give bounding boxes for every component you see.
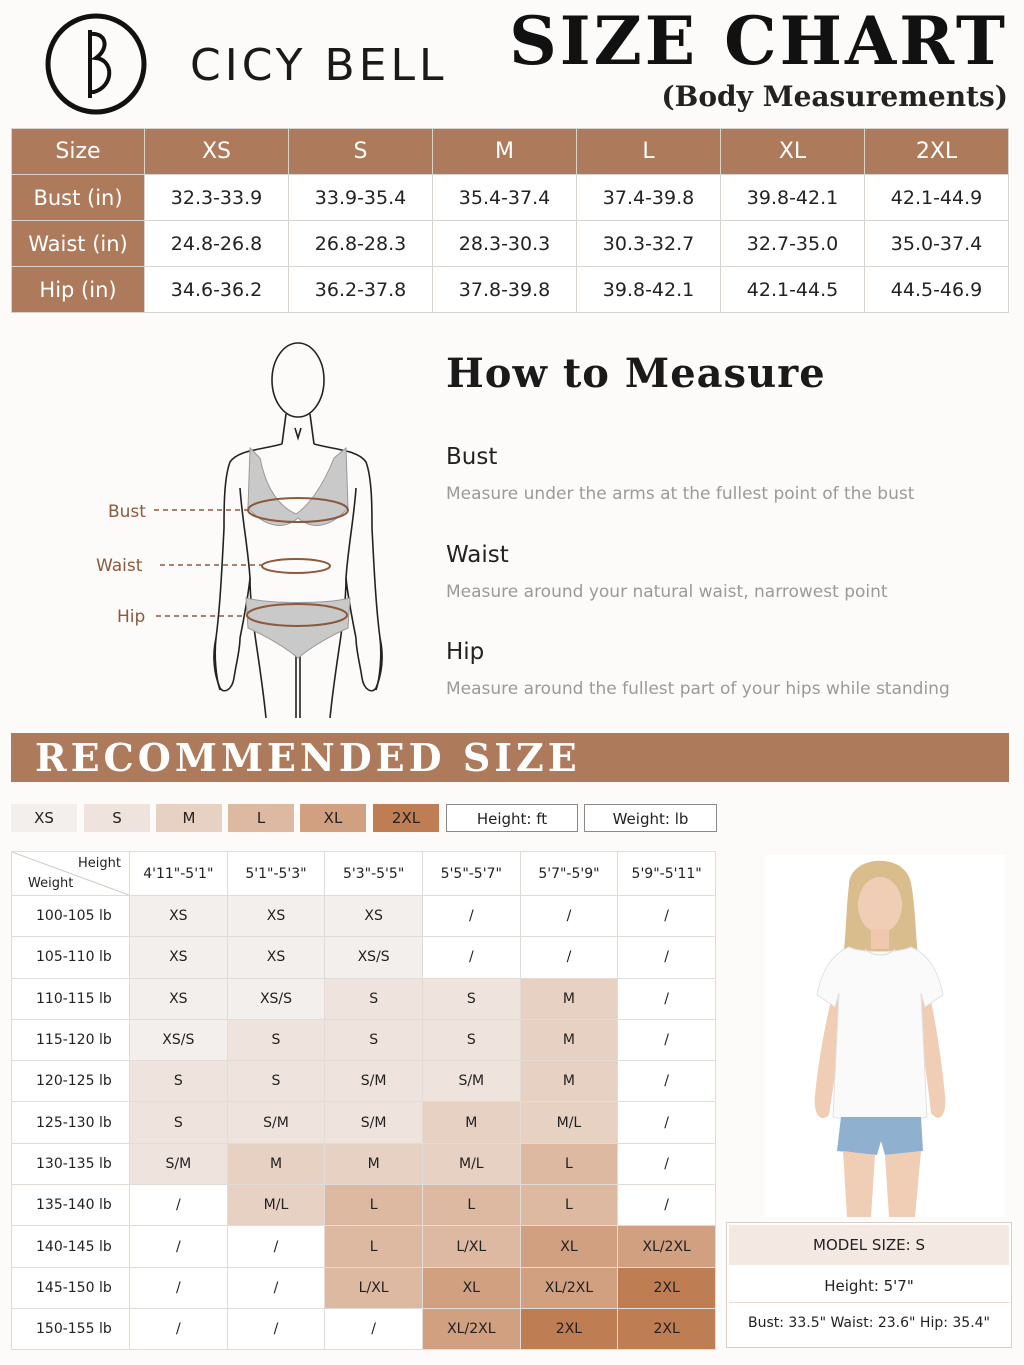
recommended-size-cell: L [520,1143,618,1184]
recommended-size-cell: XS/S [227,978,325,1019]
legend-xl: XL [300,804,366,832]
measurement-row-label: Bust (in) [12,175,145,221]
recommended-size-cell: M/L [422,1143,520,1184]
recommended-size-cell: S [422,1019,520,1060]
measure-hip-heading: Hip [446,639,485,665]
measurement-cell: 42.1-44.9 [865,175,1009,221]
weight-row [12,1143,716,1184]
height-col: 5'9"-5'11" [618,852,716,896]
size-header-2xl: 2XL [865,129,1009,175]
weight-row [12,1019,716,1060]
recommended-size-table [11,851,716,1350]
legend-2xl: 2XL [373,804,439,832]
recommended-size-cell: L/XL [422,1226,520,1267]
model-photo [765,855,1005,1217]
figure-waist-label: Waist [96,556,143,576]
size-header-xs: XS [145,129,289,175]
recommended-size-cell: XL [520,1226,618,1267]
measurement-cell: 35.0-37.4 [865,221,1009,267]
recommended-size-cell: / [618,1102,716,1143]
height-col: 4'11"-5'1" [130,852,228,896]
recommended-size-cell: XS [325,896,423,937]
recommended-size-cell: / [422,937,520,978]
recommended-size-cell: 2XL [520,1308,618,1349]
model-size: MODEL SIZE: S [729,1225,1009,1265]
recommended-size-cell: 2XL [618,1308,716,1349]
height-col: 5'7"-5'9" [520,852,618,896]
measurement-cell: 36.2-37.8 [289,267,433,313]
recommended-size-cell: / [618,896,716,937]
recommended-size-cell: XS/S [130,1019,228,1060]
measurement-row [12,221,1009,267]
recommended-size-cell: / [618,1185,716,1226]
recommended-size-title: RECOMMENDED SIZE [35,735,581,780]
weight-row [12,937,716,978]
weight-row-label: 125-130 lb [12,1102,130,1143]
recommended-size-cell: S/M [325,1102,423,1143]
height-col: 5'5"-5'7" [422,852,520,896]
measurement-cell: 32.7-35.0 [721,221,865,267]
recommended-size-cell: L/XL [325,1267,423,1308]
weight-row-label: 115-120 lb [12,1019,130,1060]
recommended-size-cell: XS [130,896,228,937]
recommended-size-cell: XS [130,978,228,1019]
weight-row [12,1102,716,1143]
size-header-row [12,129,1009,175]
recommended-size-banner [11,733,1009,782]
recommended-size-cell: / [520,896,618,937]
recommended-size-cell: / [227,1226,325,1267]
weight-row-label: 145-150 lb [12,1267,130,1308]
recommended-size-cell: / [618,1143,716,1184]
recommended-size-cell: S/M [130,1143,228,1184]
measurement-cell: 42.1-44.5 [721,267,865,313]
weight-row-label: 135-140 lb [12,1185,130,1226]
recommended-size-cell: / [227,1267,325,1308]
measurement-row-label: Waist (in) [12,221,145,267]
measure-hip [446,639,950,699]
table-corner [12,852,130,896]
measurement-cell: 39.8-42.1 [577,267,721,313]
weight-row-label: 130-135 lb [12,1143,130,1184]
legend-height-unit: Height: ft [446,804,578,832]
size-header-m: M [433,129,577,175]
recommended-size-cell: M/L [520,1102,618,1143]
brand-name: CICY BELL [190,40,448,91]
legend-m: M [156,804,222,832]
weight-row-label: 105-110 lb [12,937,130,978]
weight-row [12,1267,716,1308]
measurement-cell: 37.4-39.8 [577,175,721,221]
recommended-size-cell: L [422,1185,520,1226]
height-header-row [12,852,716,896]
recommended-size-cell: S [227,1061,325,1102]
recommended-size-cell: XS [130,937,228,978]
recommended-size-cell: / [130,1308,228,1349]
recommended-size-cell: M [422,1102,520,1143]
legend-weight-unit: Weight: lb [584,804,717,832]
recommended-size-cell: XS [227,937,325,978]
model-height: Height: 5'7" [729,1269,1009,1303]
measurement-cell: 37.8-39.8 [433,267,577,313]
measure-waist-heading: Waist [446,542,509,568]
recommended-size-cell: M [520,1019,618,1060]
recommended-size-cell: M [227,1143,325,1184]
measure-bust-desc: Measure under the arms at the fullest point of the bust [446,484,915,504]
figure-hip-label: Hip [117,607,146,627]
recommended-size-cell: M [325,1143,423,1184]
recommended-size-cell: S/M [325,1061,423,1102]
weight-row [12,1185,716,1226]
recommended-size-cell: / [618,937,716,978]
weight-row [12,896,716,937]
recommended-size-cell: L [325,1226,423,1267]
brand-logo [44,12,148,116]
recommended-size-cell: XL/2XL [422,1308,520,1349]
recommended-size-cell: XS [227,896,325,937]
size-header-s: S [289,129,433,175]
recommended-size-cell: L [325,1185,423,1226]
measure-bust-heading: Bust [446,444,498,470]
measurement-cell: 30.3-32.7 [577,221,721,267]
recommended-size-cell: L [520,1185,618,1226]
recommended-size-cell: / [227,1308,325,1349]
legend-xs: XS [11,804,77,832]
recommended-size-cell: XS/S [325,937,423,978]
recommended-size-cell: / [325,1308,423,1349]
measurement-row-label: Hip (in) [12,267,145,313]
corner-height-label: Height [78,856,121,871]
recommended-size-cell: S [130,1061,228,1102]
recommended-size-cell: S [325,978,423,1019]
corner-weight-label: Weight [28,876,74,891]
measurement-cell: 26.8-28.3 [289,221,433,267]
recommended-size-cell: / [130,1226,228,1267]
figure-bust-label: Bust [108,502,146,522]
weight-row [12,1226,716,1267]
recommended-size-cell: M [520,1061,618,1102]
recommended-size-cell: / [618,1019,716,1060]
recommended-size-cell: M/L [227,1185,325,1226]
recommended-size-cell: XL/2XL [618,1226,716,1267]
legend-l: L [228,804,294,832]
body-measurement-table [11,128,1009,313]
recommended-size-cell: S/M [422,1061,520,1102]
recommended-size-cell: XL/2XL [520,1267,618,1308]
weight-row [12,978,716,1019]
measurement-cell: 24.8-26.8 [145,221,289,267]
measurement-cell: 34.6-36.2 [145,267,289,313]
how-to-measure-title: How to Measure [446,350,826,397]
model-size-card [726,1222,1012,1348]
recommended-size-cell: S/M [227,1102,325,1143]
page-title: SIZE CHART [509,2,1008,80]
measure-waist [446,542,888,602]
weight-row [12,1061,716,1102]
measure-hip-desc: Measure around the fullest part of your hips while standing [446,679,950,699]
recommended-size-cell: / [422,896,520,937]
recommended-size-cell: / [130,1185,228,1226]
model-measurements: Bust: 33.5" Waist: 23.6" Hip: 35.4" [748,1315,990,1331]
measurement-cell: 28.3-30.3 [433,221,577,267]
weight-row-label: 120-125 lb [12,1061,130,1102]
weight-row-label: 150-155 lb [12,1308,130,1349]
recommended-size-cell: / [618,1061,716,1102]
legend-s: S [84,804,150,832]
measurement-cell: 35.4-37.4 [433,175,577,221]
measurement-cell: 44.5-46.9 [865,267,1009,313]
recommended-size-cell: / [618,978,716,1019]
size-header-l: L [577,129,721,175]
recommended-size-cell: S [422,978,520,1019]
page-subtitle: (Body Measurements) [661,80,1008,113]
size-header-xl: XL [721,129,865,175]
weight-row-label: 100-105 lb [12,896,130,937]
measurement-cell: 33.9-35.4 [289,175,433,221]
body-figure [90,338,390,718]
recommended-size-cell: S [227,1019,325,1060]
measurement-cell: 39.8-42.1 [721,175,865,221]
recommended-size-cell: / [520,937,618,978]
height-col: 5'1"-5'3" [227,852,325,896]
recommended-size-cell: / [130,1267,228,1308]
measurement-row [12,175,1009,221]
recommended-size-cell: 2XL [618,1267,716,1308]
measurement-cell: 32.3-33.9 [145,175,289,221]
measure-bust [446,444,914,504]
recommended-size-cell: M [520,978,618,1019]
height-col: 5'3"-5'5" [325,852,423,896]
weight-row [12,1308,716,1349]
recommended-size-cell: S [130,1102,228,1143]
weight-row-label: 140-145 lb [12,1226,130,1267]
recommended-size-cell: S [325,1019,423,1060]
measurement-row [12,267,1009,313]
weight-row-label: 110-115 lb [12,978,130,1019]
recommended-size-cell: XL [422,1267,520,1308]
size-header-corner: Size [12,129,145,175]
measure-waist-desc: Measure around your natural waist, narrowest point [446,582,888,602]
